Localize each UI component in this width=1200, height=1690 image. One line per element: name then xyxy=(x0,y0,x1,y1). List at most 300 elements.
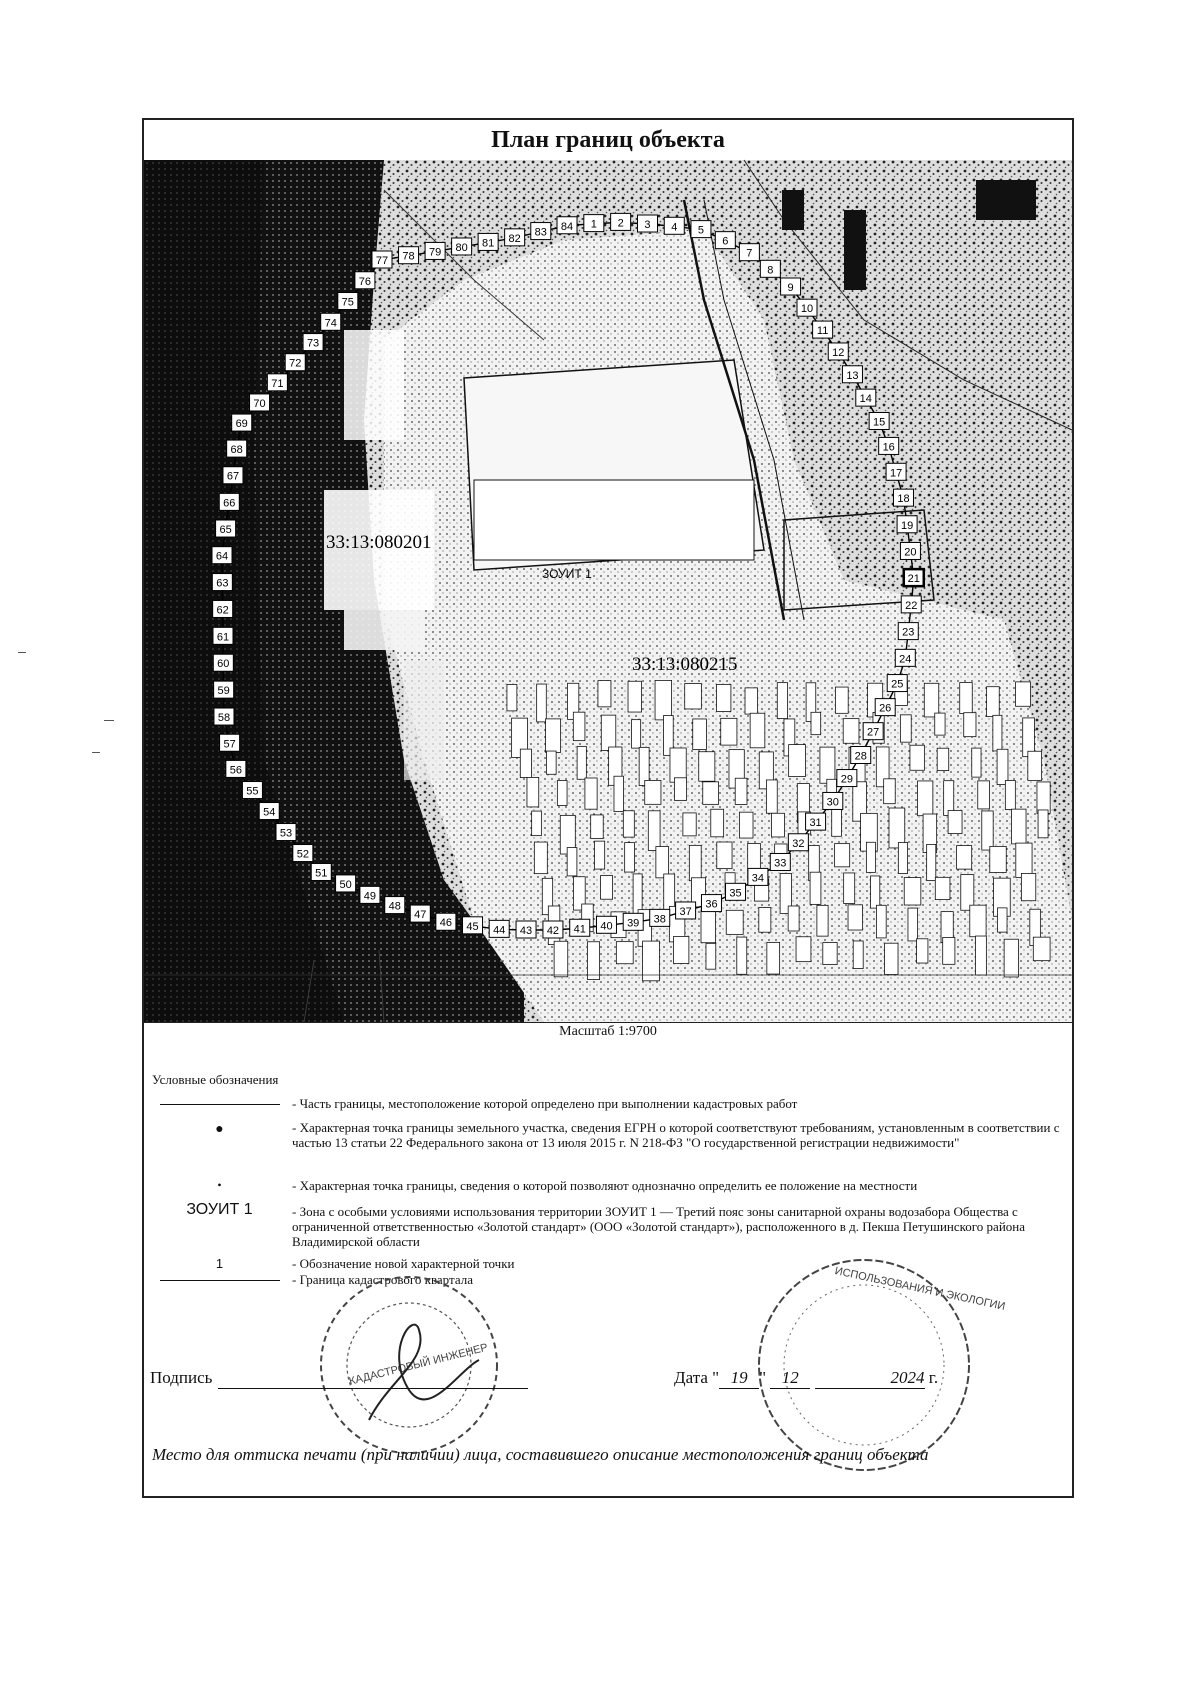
svg-text:8: 8 xyxy=(767,264,774,277)
boundary-point-label xyxy=(570,919,590,936)
boundary-point-label xyxy=(823,792,843,809)
boundary-point-label xyxy=(220,734,240,751)
svg-text:14: 14 xyxy=(859,393,872,406)
building xyxy=(507,684,517,710)
svg-text:69: 69 xyxy=(235,418,248,431)
svg-text:21: 21 xyxy=(907,573,920,586)
svg-text:68: 68 xyxy=(230,444,243,457)
boundary-point-label xyxy=(715,232,735,249)
svg-text:7: 7 xyxy=(746,247,753,260)
boundary-point-label xyxy=(212,547,232,564)
svg-text:5: 5 xyxy=(697,224,705,237)
svg-text:4: 4 xyxy=(671,221,678,234)
svg-text:17: 17 xyxy=(889,467,903,480)
svg-text:77: 77 xyxy=(375,255,389,267)
building xyxy=(964,713,976,737)
boundary-point-label xyxy=(739,244,759,261)
boundary-point-label xyxy=(664,217,684,234)
boundary-point-label xyxy=(676,902,696,919)
legend-row: 1 - Обозначение новой характерной точки xyxy=(152,1256,1062,1276)
point-number-symbol: 1 xyxy=(215,1256,224,1271)
boundary-point-label xyxy=(223,467,243,484)
building xyxy=(1016,843,1032,877)
svg-text:32: 32 xyxy=(792,837,805,850)
boundary-point-label xyxy=(436,913,456,930)
svg-text:70: 70 xyxy=(253,397,266,410)
svg-text:71: 71 xyxy=(271,377,284,390)
boundary-point-label xyxy=(851,746,871,763)
building xyxy=(924,683,938,717)
boundary-point-label xyxy=(748,868,768,885)
svg-text:6: 6 xyxy=(722,235,729,248)
svg-text:53: 53 xyxy=(279,827,293,840)
boundary-point-label xyxy=(355,272,375,289)
building xyxy=(598,681,611,707)
building xyxy=(997,908,1007,932)
svg-text:51: 51 xyxy=(315,867,328,880)
building xyxy=(1033,937,1050,960)
legend-row: ЗОУИТ 1 - Зона с особыми условиями использования территории ЗОУИТ 1 — Третий пояс зоны санитарной охраны водозабора Общества с ограниченной ответственностью «Золотой стандарт» (ООО «Золотой стандарт»), расположенного в д. Пекша Петушинского района Владимирской области xyxy=(152,1202,1062,1252)
boundary-point-label xyxy=(212,574,232,591)
svg-text:19: 19 xyxy=(900,519,914,532)
building xyxy=(614,776,623,811)
building xyxy=(917,939,928,963)
building xyxy=(900,715,911,742)
building xyxy=(601,715,615,750)
building xyxy=(866,842,875,872)
boundary-point-label xyxy=(797,299,817,316)
building xyxy=(817,905,828,936)
building xyxy=(843,719,859,744)
building xyxy=(674,936,689,963)
quarter-label-north: 33:13:080201 xyxy=(326,532,432,553)
building xyxy=(935,713,945,735)
building xyxy=(532,811,542,836)
svg-text:49: 49 xyxy=(363,890,377,903)
boundary-point-label xyxy=(788,834,808,851)
building xyxy=(972,748,981,777)
legend-row: - Граница кадастрового квартала xyxy=(152,1272,1062,1292)
boundary-point-label xyxy=(726,883,746,900)
building xyxy=(594,841,604,869)
boundary-point-label xyxy=(813,321,833,338)
building xyxy=(585,778,597,809)
svg-text:65: 65 xyxy=(219,524,232,537)
svg-text:76: 76 xyxy=(358,275,372,288)
svg-text:40: 40 xyxy=(600,920,613,933)
svg-text:29: 29 xyxy=(840,773,853,786)
building xyxy=(976,936,987,975)
svg-text:39: 39 xyxy=(627,917,640,930)
svg-text:55: 55 xyxy=(246,785,259,798)
point-symbol-small: • xyxy=(217,1178,222,1192)
boundary-point-label xyxy=(650,909,670,926)
svg-text:3: 3 xyxy=(644,219,651,232)
signature-label: Подпись xyxy=(150,1368,213,1387)
boundary-point-label xyxy=(637,215,657,232)
boundary-point-label xyxy=(596,916,616,933)
boundary-point-label xyxy=(216,520,236,537)
building xyxy=(735,778,747,804)
building xyxy=(648,811,660,851)
boundary-point-label xyxy=(285,354,305,371)
boundary-point-label xyxy=(213,600,233,617)
building xyxy=(577,746,586,779)
boundary-point-label xyxy=(863,723,883,740)
building xyxy=(520,749,531,777)
svg-text:72: 72 xyxy=(289,357,302,370)
svg-text:54: 54 xyxy=(263,806,276,819)
building xyxy=(628,681,641,712)
point-symbol: ● xyxy=(215,1122,224,1137)
svg-text:59: 59 xyxy=(217,685,230,698)
boundary-point-label xyxy=(321,313,341,330)
svg-text:38: 38 xyxy=(653,913,666,926)
svg-text:13: 13 xyxy=(846,369,859,382)
building xyxy=(1016,682,1031,706)
building xyxy=(537,684,547,722)
boundary-point-label xyxy=(898,623,918,640)
legend-row: ● - Характерная точка границы земельного участка, сведения ЕГРН о которой соответствуют требованиям, установленным в соответствии с частью 13 статьи 22 Федерального закона от 13 июля 2015 г. N 218-ФЗ "О государственной регистрации недвижимости" xyxy=(152,1118,1062,1168)
svg-text:31: 31 xyxy=(809,817,822,830)
boundary-point-label xyxy=(505,229,525,246)
building xyxy=(820,747,835,783)
boundary-point-label xyxy=(584,215,604,232)
building xyxy=(726,910,743,934)
building xyxy=(848,905,862,930)
building xyxy=(937,748,949,770)
svg-text:28: 28 xyxy=(854,750,867,763)
building xyxy=(632,720,641,748)
boundary-point-label xyxy=(276,824,296,841)
building xyxy=(844,873,855,904)
building xyxy=(573,712,585,740)
svg-text:1: 1 xyxy=(590,218,597,231)
building xyxy=(993,715,1002,751)
boundary-point-label xyxy=(557,217,577,234)
boundary-point-label xyxy=(516,921,536,938)
building xyxy=(767,942,780,974)
document-frame xyxy=(142,118,1074,1498)
boundary-point-label xyxy=(452,238,472,255)
boundary-point-label xyxy=(226,760,246,777)
svg-text:62: 62 xyxy=(216,604,229,617)
building xyxy=(1023,718,1035,757)
svg-text:61: 61 xyxy=(216,631,230,644)
boundary-point-label xyxy=(781,278,801,295)
building xyxy=(978,781,990,809)
legend-row: - Часть границы, местоположение которой определено при выполнении кадастровых работ xyxy=(152,1092,1062,1112)
svg-text:57: 57 xyxy=(223,738,236,751)
svg-text:60: 60 xyxy=(217,658,230,671)
building xyxy=(997,749,1008,784)
building xyxy=(601,876,613,900)
boundary-point-label xyxy=(338,293,358,310)
building xyxy=(587,942,599,980)
building xyxy=(721,718,737,745)
svg-text:47: 47 xyxy=(414,909,427,922)
boundary-point-label xyxy=(760,260,780,277)
building xyxy=(706,943,716,969)
building xyxy=(987,687,1000,717)
building xyxy=(693,719,707,749)
svg-text:56: 56 xyxy=(229,764,242,777)
boundary-point-label xyxy=(611,213,631,230)
building xyxy=(745,688,758,714)
svg-text:33: 33 xyxy=(774,857,787,870)
building xyxy=(943,937,955,964)
building xyxy=(957,846,972,870)
svg-text:66: 66 xyxy=(223,497,236,510)
svg-text:10: 10 xyxy=(800,303,814,316)
svg-text:45: 45 xyxy=(466,920,479,933)
boundary-point-label xyxy=(828,343,848,360)
boundary-point-label xyxy=(842,366,862,383)
building xyxy=(655,680,672,719)
building xyxy=(777,683,787,719)
svg-text:9: 9 xyxy=(787,282,794,295)
date-year: 2024 xyxy=(815,1368,925,1389)
map-scale: Масштаб 1:9700 xyxy=(559,1024,657,1039)
svg-text:15: 15 xyxy=(873,416,886,429)
boundary-point-label xyxy=(701,895,721,912)
building xyxy=(789,745,806,777)
svg-text:75: 75 xyxy=(341,296,354,309)
building xyxy=(717,684,731,711)
scan-mark xyxy=(18,652,26,653)
building xyxy=(918,781,933,816)
building xyxy=(699,752,715,781)
boundary-point-label xyxy=(214,681,234,698)
boundary-point-label xyxy=(399,247,419,264)
boundary-point-label xyxy=(770,853,790,870)
boundary-point-label xyxy=(623,913,643,930)
cadastral-map xyxy=(144,160,1072,1022)
scan-mark xyxy=(104,720,114,721)
building xyxy=(885,943,898,974)
boundary-point-label xyxy=(879,437,899,454)
building xyxy=(554,941,568,977)
svg-text:11: 11 xyxy=(816,325,829,338)
building xyxy=(546,719,561,753)
zone-symbol: ЗОУИТ 1 xyxy=(186,1201,253,1218)
building xyxy=(766,780,777,813)
building xyxy=(737,937,747,974)
svg-text:35: 35 xyxy=(729,887,742,900)
svg-text:27: 27 xyxy=(867,726,880,739)
boundary-point-label xyxy=(531,223,551,240)
boundary-point-label xyxy=(900,542,920,559)
building xyxy=(557,781,567,806)
boundary-point-label xyxy=(478,233,498,250)
boundary-point-label xyxy=(311,863,331,880)
building xyxy=(889,808,905,848)
boundary-point-label xyxy=(293,845,313,862)
page-title: План границ объекта xyxy=(144,120,1072,161)
svg-text:64: 64 xyxy=(215,550,229,563)
building xyxy=(960,683,973,714)
boundary-point-label xyxy=(837,770,857,787)
building xyxy=(534,842,547,874)
boundary-point-label xyxy=(360,886,380,903)
boundary-point-label xyxy=(410,905,430,922)
building xyxy=(927,844,936,880)
svg-text:30: 30 xyxy=(826,796,839,809)
building xyxy=(656,847,669,878)
boundary-point-label xyxy=(893,489,913,506)
building xyxy=(876,905,886,938)
building xyxy=(835,844,850,867)
building xyxy=(772,813,785,837)
boundary-point-label xyxy=(875,699,895,716)
building xyxy=(623,811,634,837)
stamp-right-text: ИСПОЛЬЗОВАНИЯ И ЭКОЛОГИИ xyxy=(833,1265,1007,1313)
date-day: 19 xyxy=(719,1368,759,1389)
svg-text:80: 80 xyxy=(455,241,468,254)
svg-text:73: 73 xyxy=(306,337,320,350)
boundary-point-label xyxy=(232,414,252,431)
zone-label: ЗОУИТ 1 xyxy=(542,567,592,581)
building xyxy=(810,872,821,904)
svg-text:48: 48 xyxy=(388,900,401,913)
building xyxy=(639,747,649,785)
building xyxy=(1037,782,1050,813)
building xyxy=(853,941,863,969)
building xyxy=(884,779,896,804)
svg-text:83: 83 xyxy=(534,226,547,239)
building xyxy=(898,843,907,874)
svg-text:25: 25 xyxy=(891,678,904,691)
boundary-point-label xyxy=(691,221,711,238)
signature-line xyxy=(218,1388,528,1389)
building xyxy=(811,712,821,734)
boundary-point-label xyxy=(250,394,270,411)
svg-text:20: 20 xyxy=(904,546,917,559)
building xyxy=(990,846,1006,872)
stamp-left xyxy=(289,1270,529,1460)
boundary-point-label xyxy=(463,917,483,934)
building xyxy=(633,874,642,914)
boundary-point-label xyxy=(372,251,392,268)
building xyxy=(832,809,842,836)
boundary-point-label xyxy=(856,389,876,406)
boundary-point-label xyxy=(895,649,915,666)
map-area xyxy=(144,160,1072,1023)
building xyxy=(685,684,702,709)
svg-text:26: 26 xyxy=(879,702,892,715)
svg-text:81: 81 xyxy=(482,237,495,250)
svg-text:67: 67 xyxy=(226,470,240,483)
svg-text:24: 24 xyxy=(899,653,912,666)
stamp-note: Место для оттиска печати (при наличии) лица, составившего описание местоположения границ объекта xyxy=(152,1445,929,1464)
boundary-point-label xyxy=(489,920,509,937)
building xyxy=(759,908,771,933)
building xyxy=(567,848,577,876)
building xyxy=(823,943,837,965)
boundary-point-label xyxy=(214,708,234,725)
stamp-left-text: КАДАСТРОВЫЙ ИНЖЕНЕР xyxy=(347,1341,490,1388)
boundary-point-label xyxy=(897,516,917,533)
svg-text:79: 79 xyxy=(428,246,442,259)
boundary-point-label xyxy=(887,675,907,692)
building xyxy=(1028,751,1042,780)
boundary-point-label xyxy=(242,782,262,799)
building xyxy=(1021,873,1035,900)
boundary-point-label xyxy=(869,412,889,429)
building xyxy=(835,687,848,713)
building xyxy=(948,810,962,833)
svg-text:37: 37 xyxy=(679,905,692,918)
legend-title: Условные обозначения xyxy=(152,1072,279,1087)
building xyxy=(546,751,556,774)
building xyxy=(1012,809,1026,844)
building xyxy=(645,780,661,804)
building xyxy=(683,813,696,836)
building xyxy=(674,778,686,801)
boundary-point-label xyxy=(886,463,906,480)
svg-text:78: 78 xyxy=(402,250,415,263)
svg-text:12: 12 xyxy=(832,346,845,359)
svg-text:16: 16 xyxy=(882,441,895,454)
building xyxy=(527,777,539,807)
building xyxy=(1038,810,1048,838)
svg-text:2: 2 xyxy=(617,217,624,230)
svg-text:46: 46 xyxy=(439,917,452,930)
building xyxy=(750,713,765,748)
boundary-point-label xyxy=(267,374,287,391)
boundary-point-label xyxy=(336,875,356,892)
svg-text:22: 22 xyxy=(905,599,918,612)
boundary-point-label xyxy=(219,493,239,510)
svg-text:23: 23 xyxy=(902,626,915,639)
svg-text:41: 41 xyxy=(573,923,586,936)
boundary-point-label xyxy=(213,654,233,671)
svg-text:44: 44 xyxy=(493,924,506,937)
svg-text:36: 36 xyxy=(705,898,718,911)
building xyxy=(1005,781,1015,810)
boundary-point-label xyxy=(904,569,924,586)
quarter-label-south: 33:13:080215 xyxy=(632,654,738,675)
building xyxy=(739,812,753,838)
boundary-point-label xyxy=(259,803,279,820)
svg-text:82: 82 xyxy=(508,232,521,245)
building xyxy=(796,937,811,962)
svg-text:50: 50 xyxy=(339,878,352,891)
boundary-point-label xyxy=(213,627,233,644)
building xyxy=(908,908,918,941)
building xyxy=(717,842,732,869)
building xyxy=(689,845,701,880)
svg-text:42: 42 xyxy=(546,925,560,937)
building xyxy=(982,811,993,850)
building xyxy=(616,942,633,964)
boundary-point-label xyxy=(543,921,563,938)
boundary-point-label xyxy=(227,440,247,457)
building xyxy=(904,878,921,905)
svg-text:63: 63 xyxy=(216,577,229,590)
svg-text:52: 52 xyxy=(296,848,309,861)
building xyxy=(670,748,686,782)
building xyxy=(935,877,950,899)
svg-text:43: 43 xyxy=(519,925,533,937)
building xyxy=(970,905,986,937)
boundary-point-label xyxy=(901,596,921,613)
building xyxy=(711,809,724,837)
building xyxy=(1004,939,1018,977)
building xyxy=(591,815,604,839)
boundary-point-label xyxy=(303,334,323,351)
boundary-point-label xyxy=(385,897,405,914)
